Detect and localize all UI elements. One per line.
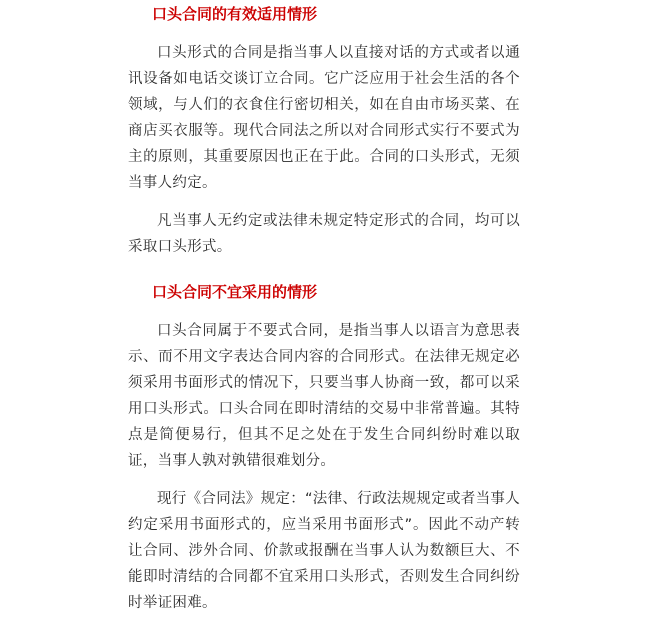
article-body	[128, 4, 520, 628]
paragraph-non-formal-contract: 口头合同属于不要式合同，是指当事人以语言为意思表示、而不用文字表达合同内容的合同形式。在法律无规定必须采用书面形式的情况下，只要当事人协商一致，都可以采用口头形式。口头合同在即时清结的交易中非常普遍。其特点是简便易行，但其不足之处在于发生合同纠纷时难以取证，当事人孰对孰错很难划分。	[128, 323, 520, 469]
section-title-valid-cases: 口头合同的有效适用情形	[152, 5, 318, 23]
paragraph-contract-law-rule: 现行《合同法》规定：“法律、行政法规规定或者当事人约定采用书面形式的，应当采用书面形式”。因此不动产转让合同、涉外合同、价款或报酬在当事人认为数额巨大、不能即时清结的合同都不宜采用口头形式，否则发生合同纠纷时举证困难。	[128, 491, 521, 611]
section-gap	[128, 272, 520, 282]
section-title-unsuitable-cases: 口头合同不宜采用的情形	[152, 283, 318, 301]
paragraph-oral-form-definition: 口头形式的合同是指当事人以直接对话的方式或者以通讯设备如电话交谈订立合同。它广泛应用于社会生活的各个领域，与人们的衣食住行密切相关，如在自由市场买菜、在商店买衣服等。现代合同法之所以对合同形式实行不要式为主的原则，其重要原因也正在于此。合同的口头形式，无须当事人约定。	[128, 45, 520, 191]
paragraph-oral-form-applicability: 凡当事人无约定或法律未规定特定形式的合同，均可以采取口头形式。	[128, 213, 520, 255]
